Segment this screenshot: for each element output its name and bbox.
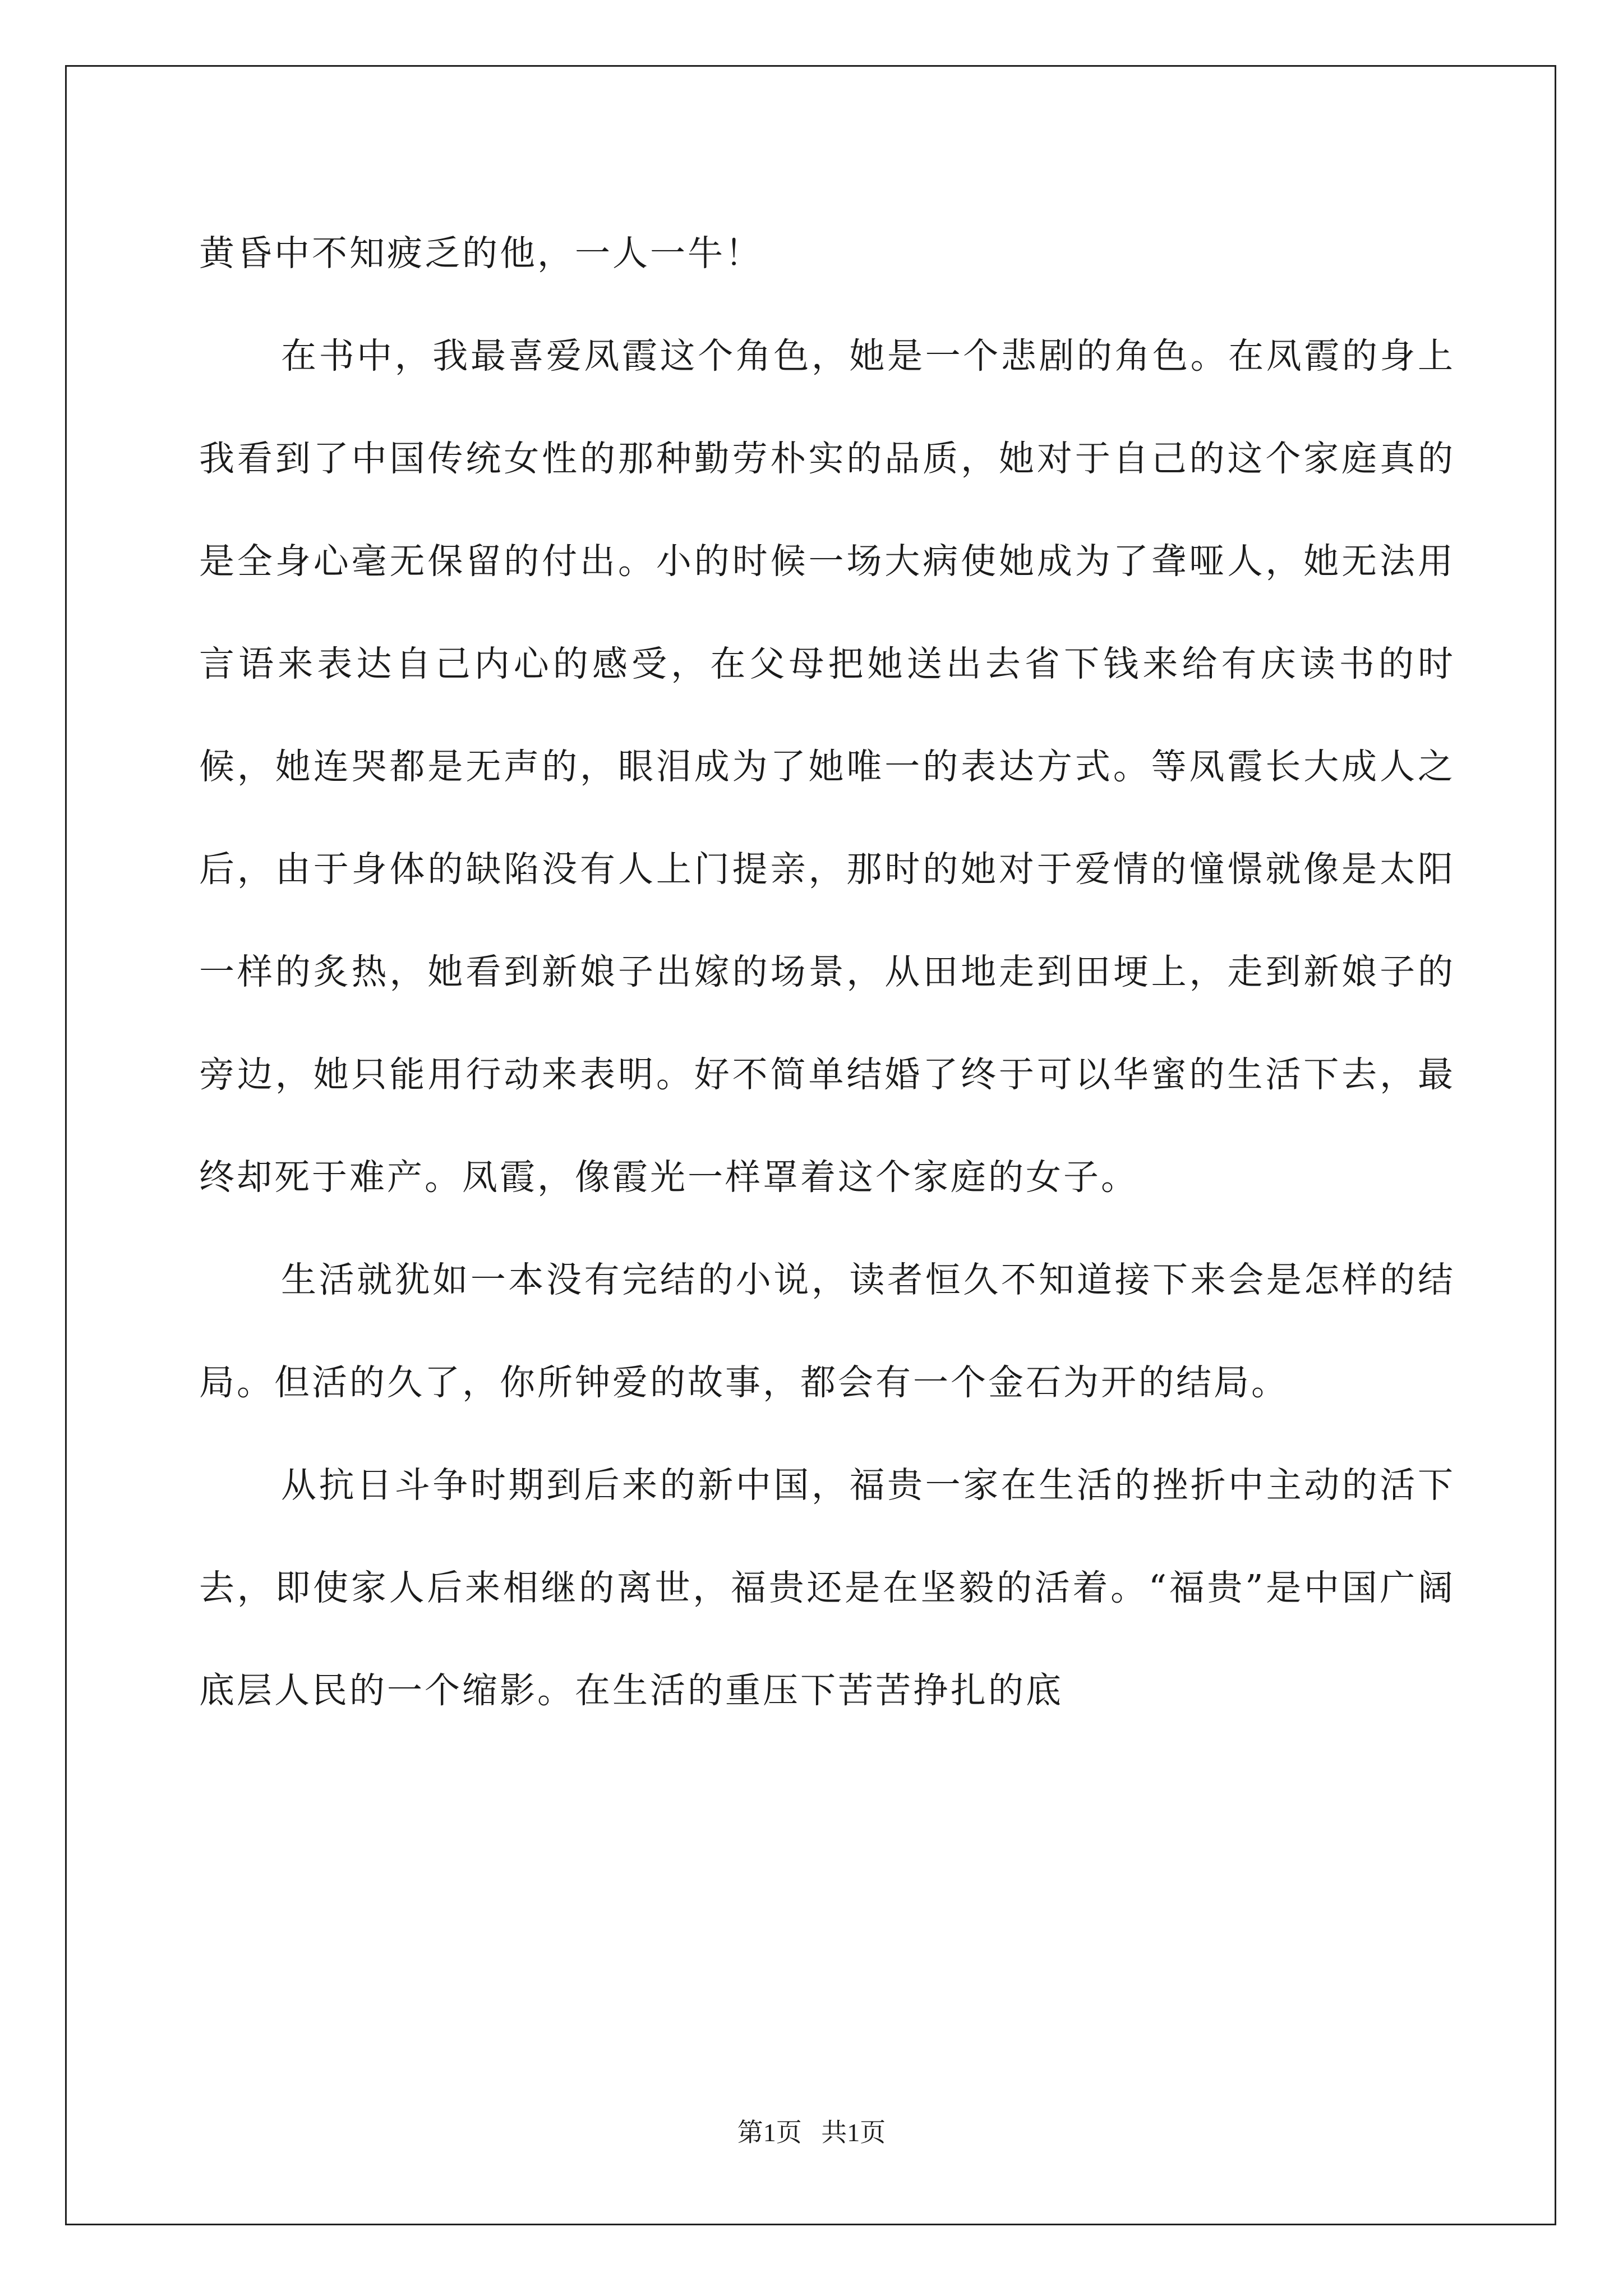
- paragraph-4: 从抗日斗争时期到后来的新中国，福贵一家在生活的挫折中主动的活下去，即使家人后来相继的离世，福贵还是在坚毅的活着。“福贵”是中国广阔底层人民的一个缩影。在生活的重压下苦苦挣扎的底: [199, 1465, 1455, 1711]
- paragraph-1: 黄昏中不知疲乏的他，一人一牛！: [199, 233, 763, 274]
- paragraph-2: 在书中，我最喜爱凤霞这个角色，她是一个悲剧的角色。在凤霞的身上我看到了中国传统女性的那种勤劳朴实的品质，她对于自己的这个家庭真的是全身心毫无保留的付出。小的时候一场大病使她成为了聋哑人，她无法用言语来表达自己内心的感受，在父母把她送出去省下钱来给有庆读书的时候，她连哭都是无声的，眼泪成为了她唯一的表达方式。等凤霞长大成人之后，由于身体的缺陷没有人上门提亲，那时的她对于爱情的憧憬就像是太阳一样的炙热，她看到新娘子出嫁的场景，从田地走到田埂上，走到新娘子的旁边，她只能用行动来表明。好不简单结婚了终于可以华蜜的生活下去，最终却死于难产。凤霞，像霞光一样罩着这个家庭的女子。: [199, 335, 1455, 1198]
- paragraph-3: 生活就犹如一本没有完结的小说，读者恒久不知道接下来会是怎样的结局。但活的久了，你所钟爱的故事，都会有一个金石为开的结局。: [199, 1259, 1455, 1403]
- page-footer: 第1页 共1页: [737, 2118, 886, 2147]
- document-body: [199, 202, 1455, 1742]
